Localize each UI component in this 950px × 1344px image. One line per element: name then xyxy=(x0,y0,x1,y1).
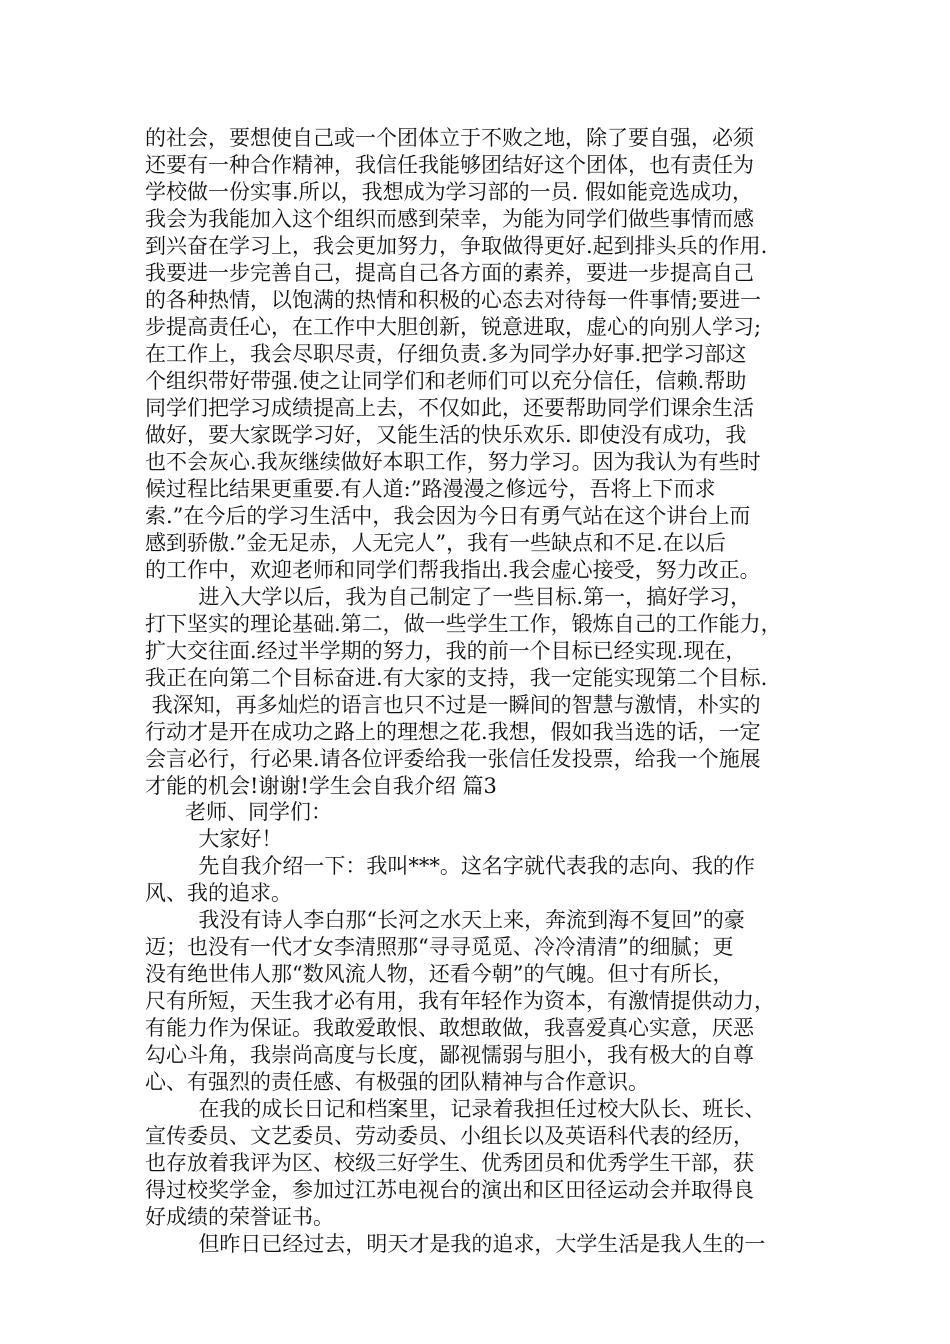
text-line: 索.”在今后的学习生活中，我会因为今日有勇气站在这个讲台上而 xyxy=(145,504,751,528)
text-line: 也存放着我评为区、校级三好学生、优秀团员和优秀学生干部，获 xyxy=(145,1151,754,1175)
text-line: 风、我的追求。 xyxy=(145,881,292,905)
section-2-text xyxy=(145,799,835,1258)
text-line: 先自我介绍一下：我叫***。这名字就代表我的志向、我的作 xyxy=(145,854,755,878)
text-line: 我正在向第二个目标奋进.有大家的支持，我一定能实现第二个目标. xyxy=(145,666,768,690)
text-line: 我没有诗人李白那“长河之水天上来，奔流到海不复回”的豪 xyxy=(145,908,745,932)
text-line: 进入大学以后，我为自己制定了一些目标.第一，搞好学习， xyxy=(145,585,752,609)
text-line: 感到骄傲.”金无足赤，人无完人”，我有一些缺点和不足.在以后 xyxy=(145,531,726,555)
text-line: 我会为我能加入这个组织而感到荣幸，为能为同学们做些事情而感 xyxy=(145,207,754,231)
text-line: 勾心斗角，我崇尚高度与长度，鄙视懦弱与胆小，我有极大的自尊 xyxy=(145,1043,754,1067)
text-line: 没有绝世伟人那“数风流人物，还看今朝”的气魄。但寸有所长， xyxy=(145,962,734,986)
text-line: 候过程比结果更重要.有人道:”路漫漫之修远兮，吾将上下而求 xyxy=(145,477,716,501)
text-line: 宣传委员、文艺委员、劳动委员、小组长以及英语科代表的经历， xyxy=(145,1124,754,1148)
text-line: 做好，要大家既学习好，又能生活的快乐欢乐. 即使没有成功，我 xyxy=(145,423,747,447)
text-line: 尺有所短，天生我才必有用，我有年轻作为资本，有激情提供动力， xyxy=(145,989,775,1013)
text-line: 会言必行，行必果.请各位评委给我一张信任发投票，给我一个施展 xyxy=(145,747,761,771)
text-line: 老师、同学们： xyxy=(145,800,333,824)
text-line: 得过校奖学金，参加过江苏电视台的演出和区田径运动会并取得良 xyxy=(145,1178,754,1202)
text-line: 我要进一步完善自己，提高自己各方面的素养，要进一步提高自己 xyxy=(145,261,754,285)
text-line: 在工作上，我会尽职尽责，仔细负责.多为同学办好事.把学习部这 xyxy=(145,342,747,366)
text-line: 的各种热情，以饱满的热情和积极的心态去对待每一件事情;要进一 xyxy=(145,288,762,312)
text-line: 还要有一种合作精神，我信任我能够团结好这个团体，也有责任为 xyxy=(145,153,754,177)
text-line: 也不会灰心.我灰继续做好本职工作，努力学习。因为我认为有些时 xyxy=(145,450,761,474)
text-line: 才能的机会!谢谢!学生会自我介绍 篇3 xyxy=(145,774,497,798)
text-line: 在我的成长日记和档案里，记录着我担任过校大队长、班长、 xyxy=(145,1097,766,1121)
section-1-text xyxy=(145,125,835,800)
text-line: 扩大交往面.经过半学期的努力，我的前一个目标已经实现.现在， xyxy=(145,639,747,663)
text-line: 迈；也没有一代才女李清照那“寻寻觅觅、冷冷清清”的细腻；更 xyxy=(145,935,734,959)
text-line: 步提高责任心，在工作中大胆创新，锐意进取，虚心的向别人学习; xyxy=(145,315,762,339)
text-line: 学校做一份实事.所以，我想成为学习部的一员. 假如能竞选成功， xyxy=(145,180,754,204)
text-line: 有能力作为保证。我敢爱敢恨、敢想敢做，我喜爱真心实意，厌恶 xyxy=(145,1016,754,1040)
text-line: 个组织带好带强.使之让同学们和老师们可以充分信任，信赖.帮助 xyxy=(145,369,747,393)
text-line: 心、有强烈的责任感、有极强的团队精神与合作意识。 xyxy=(145,1070,649,1094)
text-line: 的社会，要想使自己或一个团体立于不败之地，除了要自强，必须 xyxy=(145,126,754,150)
text-line: 行动才是开在成功之路上的理想之花.我想，假如我当选的话，一定 xyxy=(145,720,761,744)
text-line: 的工作中，欢迎老师和同学们帮我指出.我会虚心接受，努力改正。 xyxy=(145,558,761,582)
text-line: 我深知，再多灿烂的语言也只不过是一瞬间的智慧与激情，朴实的 xyxy=(145,693,761,717)
text-line: 好成绩的荣誉证书。 xyxy=(145,1205,334,1229)
text-line: 到兴奋在学习上，我会更加努力，争取做得更好.起到排头兵的作用. xyxy=(145,234,768,258)
text-line: 大家好！ xyxy=(145,827,283,851)
text-line: 打下坚实的理论基础.第二，做一些学生工作，锻炼自己的工作能力， xyxy=(145,612,782,636)
text-line: 同学们把学习成绩提高上去，不仅如此，还要帮助同学们课余生活 xyxy=(145,396,754,420)
text-line: 但昨日已经过去，明天才是我的追求，大学生活是我人生的一 xyxy=(145,1232,766,1256)
